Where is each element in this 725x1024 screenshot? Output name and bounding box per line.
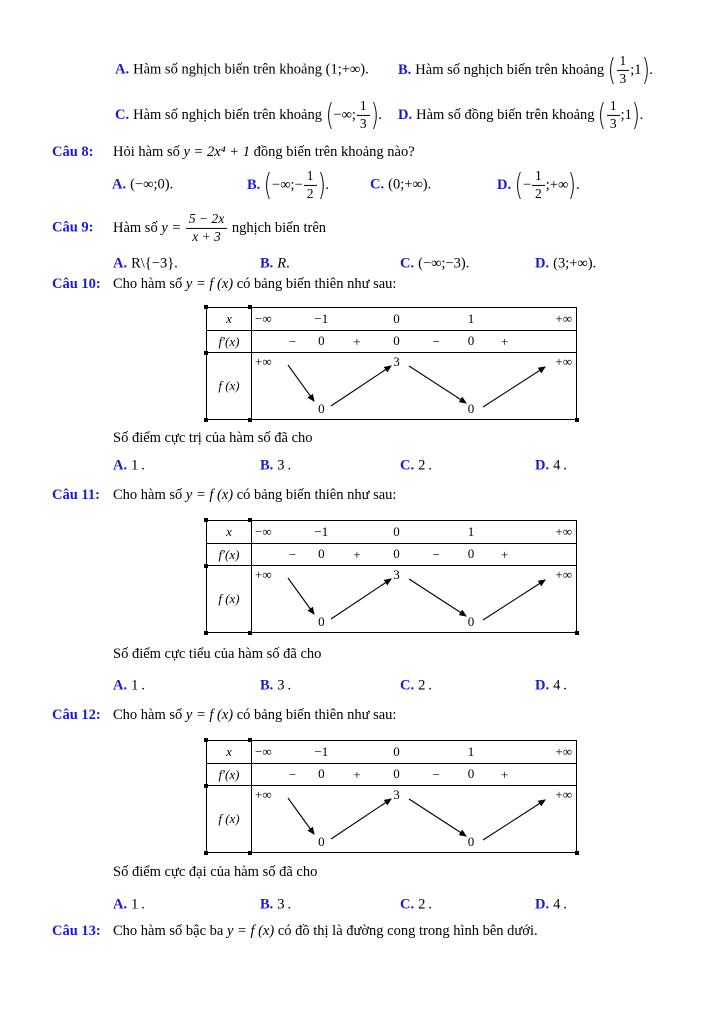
fraction [607,99,620,131]
option-d [497,169,580,201]
option-a [115,62,369,79]
option-label: B. [260,896,274,913]
option-a [112,177,173,194]
paren-close: ) [370,97,379,133]
paren-open: ( [325,97,334,133]
zero: 0 [393,766,400,781]
corner-dot [204,631,208,635]
option-label: C. [400,677,415,694]
f-limit: +∞ [555,354,572,369]
math-set: R\{−3} [131,255,175,272]
denominator: 3 [359,115,367,131]
question-number: Câu 11: [52,487,100,503]
option-label: D. [535,677,550,694]
option-label: B. [398,61,412,78]
period: . [169,176,174,193]
sign: − [288,334,297,349]
numerator: 1 [607,99,620,116]
period: . [563,896,567,913]
prompt-pre: Cho hàm số bậc ba [113,923,224,939]
options-row-prev-1 [0,48,725,92]
numerator: 1 [617,54,630,71]
x-value: −1 [314,744,329,759]
math-text: −∞; [333,106,356,123]
corner-dot [204,851,208,855]
period: . [286,255,290,272]
option-b [247,169,329,201]
option-label: B. [260,457,274,474]
paren-open: ( [607,52,616,88]
prompt-pre: Cho hàm số [113,276,183,292]
header-fprime: f′(x) [207,544,251,566]
paren-open: ( [514,167,524,203]
options-row-q10 [0,455,725,477]
f-limit: +∞ [255,787,272,802]
variation-table-q11 [206,520,577,633]
zero: 0 [393,333,400,348]
formula-lhs: y = [161,219,182,236]
math-interval [515,169,576,201]
table-header-column [207,521,252,632]
sign: − [288,547,297,562]
fprime-row [252,764,576,786]
zero: 0 [318,333,325,348]
option-b [398,54,653,86]
prompt-pre: Cho hàm số [113,707,183,723]
options-row-q9 [0,253,725,275]
corner-dot [248,418,252,422]
numerator: 1 [304,169,317,186]
corner-dot [204,351,208,355]
variation-arrows-icon [252,353,578,418]
formula: y = f (x) [185,276,234,292]
header-f: f (x) [218,590,240,606]
options-row-q12 [0,894,725,916]
question-text: Số điểm cực đại của hàm số đã cho [113,864,318,880]
zero: 0 [467,546,475,561]
option-c [115,99,382,131]
period: . [428,896,432,913]
f-max: 3 [393,787,400,802]
option-label: D. [535,255,550,272]
period: . [325,176,329,193]
math-interval [326,99,379,131]
option-label: A. [113,677,128,694]
corner-dot [248,738,252,742]
period: . [428,677,432,694]
math-interval: (−∞;−3) [418,255,466,272]
option-text: Hàm số đồng biến trên khoảng [416,106,595,123]
question-number: Câu 10: [52,276,101,292]
prompt-pre: Hỏi hàm số [113,144,180,160]
math-interval: (0;+∞) [388,176,428,193]
corner-dot [248,305,252,309]
option-label: A. [113,896,128,913]
option-value: 2 [418,896,426,913]
option-value: 3 [277,677,285,694]
x-value: 0 [393,524,400,539]
option-label: C. [400,457,415,474]
math-interval [608,54,649,86]
options-row-q8 [0,163,725,207]
prompt-pre: Cho hàm số [113,487,183,503]
option-label: D. [535,457,550,474]
fprime-row [252,544,576,566]
option-text: Hàm số nghịch biến trên khoảng [133,106,322,123]
variation-table-q12 [206,740,577,853]
f-row [252,566,576,631]
x-row [252,521,576,544]
x-value: −1 [314,524,329,539]
fraction [532,169,545,201]
formula: y = f (x) [185,707,234,723]
denominator: x + 3 [192,228,221,244]
options-row-prev-2 [0,92,725,138]
option-value: 2 [418,677,426,694]
sign: + [501,767,509,782]
option-a [113,256,178,273]
prompt-post: có đồ thị là đường cong trong hình bên dưới. [277,923,538,939]
option-value: 1 [131,457,139,474]
option-label: D. [497,176,512,193]
option-label: D. [535,896,550,913]
sign: + [353,767,361,782]
option-c [370,177,431,194]
f-max: 3 [393,354,400,369]
question-text [113,276,396,293]
math-interval [264,169,325,201]
period: . [649,61,653,78]
f-row [252,353,576,418]
period: . [287,457,292,474]
prompt-post: có bảng biến thiên như sau: [236,487,397,503]
zero: 0 [318,546,325,561]
x-value: +∞ [555,311,572,326]
f-max: 3 [393,567,400,582]
question-number: Câu 13: [52,923,101,939]
variation-arrows-icon [252,786,578,851]
option-d [535,897,567,914]
option-label: A. [113,255,128,272]
sign: − [432,547,441,562]
question-number: Câu 12: [52,707,101,723]
corner-dot [248,518,252,522]
option-value: 3 [277,896,285,913]
period: . [427,176,432,193]
x-value: −∞ [255,311,272,326]
corner-dot [204,418,208,422]
period: . [287,896,292,913]
fraction [304,169,317,201]
option-text: Hàm số nghịch biến trên khoảng [415,61,605,78]
period: . [287,677,292,694]
period: . [639,106,644,123]
math-interval [598,99,639,131]
prompt-post: nghịch biến trên [231,219,327,236]
question-text [113,487,396,504]
math-interval: (−∞;0) [130,176,170,193]
question-number: Câu 8: [52,144,94,160]
sign: + [353,334,361,349]
option-a [113,458,145,475]
variation-table-q10 [206,307,577,420]
header-fprime: f′(x) [207,764,251,786]
header-x: x [207,308,251,331]
period: . [378,106,382,123]
period: . [141,896,145,913]
header-f: f (x) [218,810,240,826]
math-text: ;1 [620,106,632,123]
header-x: x [207,741,251,764]
f-limit: +∞ [555,787,572,802]
option-label: C. [400,255,415,272]
question-text: Số điểm cực tiểu của hàm số đã cho [113,646,322,662]
option-c [400,897,432,914]
paren-open: ( [597,97,607,133]
period: . [428,457,432,474]
x-value: 1 [467,744,475,759]
fraction [617,54,630,86]
formula: y = f (x) [226,923,275,939]
option-text: Hàm số nghịch biến trên khoảng [133,61,322,78]
zero: 0 [467,333,475,348]
header-f: f (x) [218,377,240,393]
option-d [398,99,643,131]
table-header-column [207,308,252,419]
option-value: 2 [418,457,426,474]
question-text [113,212,326,244]
prompt-post: có bảng biến thiên như sau: [236,276,397,292]
corner-dot [204,518,208,522]
denominator: 3 [619,70,627,86]
period: . [174,255,178,272]
math-interval: (1;+∞) [325,61,366,78]
question-text [113,707,396,724]
math-text: −∞;− [272,176,303,193]
fraction [186,212,227,244]
math-set: R [277,255,287,272]
question-number: Câu 9: [52,219,94,236]
x-value: 0 [393,744,400,759]
x-row [252,308,576,331]
option-d [535,256,596,273]
question-9 [0,206,725,250]
period: . [576,176,580,193]
prompt-post: có bảng biến thiên như sau: [236,707,397,723]
f-limit: +∞ [255,354,272,369]
corner-dot [575,631,579,635]
option-label: B. [260,255,274,272]
formula: y = 2x⁴ + 1 [183,144,250,160]
denominator: 2 [535,185,542,201]
sign: + [501,547,509,562]
option-label: D. [398,106,413,123]
zero: 0 [318,766,325,781]
option-value: 4 [553,677,561,694]
paren-close: ) [317,167,326,203]
question-text [113,144,415,161]
period: . [365,61,369,78]
corner-dot [204,784,208,788]
f-min: 0 [318,834,325,849]
f-row [252,786,576,851]
variation-arrows-icon [252,566,578,631]
table-body [252,308,576,419]
option-b [260,458,291,475]
f-limit: +∞ [255,567,272,582]
header-x: x [207,521,251,544]
option-value: 3 [277,457,285,474]
sign: − [432,334,441,349]
x-value: −1 [314,311,329,326]
numerator: 5 − 2x [186,212,227,229]
x-value: 0 [393,311,400,326]
paren-close: ) [641,52,650,88]
option-label: C. [115,106,130,123]
f-min: 0 [467,614,475,629]
math-text: ;1 [630,61,642,78]
options-row-q11 [0,675,725,697]
math-interval: (3;+∞) [553,255,593,272]
option-label: B. [260,677,274,694]
prompt-pre: Hàm số [113,219,158,236]
option-c [400,458,432,475]
corner-dot [204,738,208,742]
option-b [260,897,291,914]
f-min: 0 [467,401,475,416]
f-min: 0 [467,834,475,849]
option-value: 1 [131,896,139,913]
x-value: 1 [467,524,475,539]
option-a [113,678,145,695]
numerator: 1 [357,99,370,116]
sign: − [432,767,441,782]
corner-dot [575,418,579,422]
corner-dot [204,564,208,568]
period: . [141,457,145,474]
math-text: − [522,176,532,193]
option-label: A. [115,61,130,78]
corner-dot [248,851,252,855]
option-value: 4 [553,457,561,474]
option-a [113,897,145,914]
sign: + [353,547,361,562]
question-text [113,923,538,940]
x-row [252,741,576,764]
question-text: Số điểm cực trị của hàm số đã cho [113,430,313,446]
period: . [141,677,145,694]
math-text: ;+∞ [545,176,569,193]
option-b [260,256,290,273]
option-value: 1 [131,677,139,694]
header-fprime: f′(x) [207,331,251,353]
paren-close: ) [568,167,577,203]
fprime-row [252,331,576,353]
f-limit: +∞ [555,567,572,582]
option-value: 4 [553,896,561,913]
paren-close: ) [631,97,640,133]
option-d [535,458,567,475]
option-label: B. [247,176,261,193]
table-header-column [207,741,252,852]
option-label: A. [112,176,127,193]
sign: + [501,334,509,349]
x-value: −∞ [255,744,272,759]
option-b [260,678,291,695]
numerator: 1 [532,169,545,186]
fraction [357,99,370,131]
corner-dot [204,305,208,309]
sign: − [288,767,297,782]
period: . [563,677,567,694]
period: . [563,457,567,474]
denominator: 3 [609,115,617,131]
x-value: 1 [467,311,475,326]
corner-dot [248,631,252,635]
zero: 0 [467,766,475,781]
paren-open: ( [264,167,273,203]
table-body [252,521,576,632]
x-value: +∞ [555,744,572,759]
period: . [592,255,597,272]
x-value: +∞ [555,524,572,539]
formula: y = f (x) [185,487,234,503]
f-min: 0 [318,401,325,416]
zero: 0 [393,546,400,561]
denominator: 2 [306,185,314,201]
table-body [252,741,576,852]
period: . [465,255,470,272]
option-label: A. [113,457,128,474]
option-c [400,256,469,273]
option-label: C. [400,896,415,913]
prompt-post: đồng biến trên khoảng nào? [253,144,415,160]
option-label: C. [370,176,385,193]
option-c [400,678,432,695]
option-d [535,678,567,695]
f-min: 0 [318,614,325,629]
corner-dot [575,851,579,855]
x-value: −∞ [255,524,272,539]
